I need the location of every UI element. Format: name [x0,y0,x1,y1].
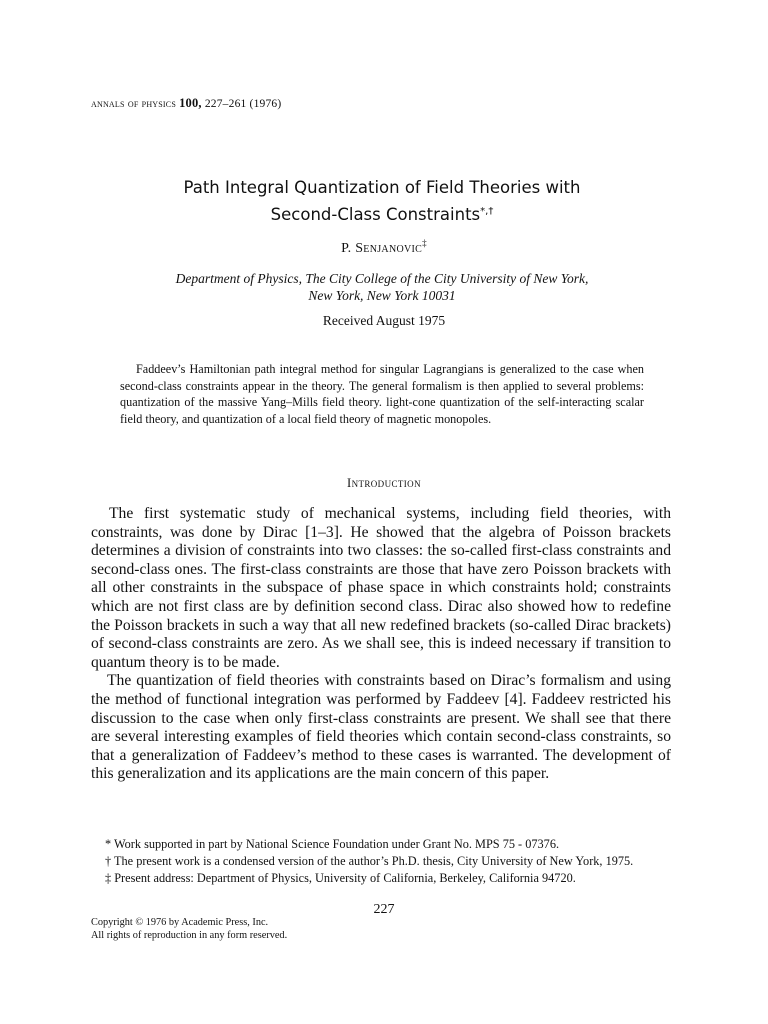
abstract: Faddeev’s Hamiltonian path integral method for singular Lagrangians is generalized to the case when second-class constraints appear in the theory. The general formalism is then applied to several problems: quantization of the massive Yang–Mills field theory. light-cone quantization of the self-interacting scalar field theory, and quantization of a local field theory of magnetic monopoles. [120,362,644,426]
affiliation-line-2: New York, New York 10031 [308,288,456,303]
author-name: P. Senjanovic [341,241,423,256]
body-paragraph-1: The first systematic study of mechanical systems, including field theories, with constraints, was done by Dirac [1–3]. He showed that the algebra of Poisson brackets determines a division of constraints into two classes: the so-called first-class constraints and second-class ones. The first-class constraints are those that have zero Poisson brackets with all other constraints in the subspace of phase space in which constraints hold; constraints which are not first class are by definition second class. Dirac also showed how to redefine the Poisson brackets in such a way that all new redefined brackets (so-called Dirac brackets) of second-class constraints are zero. As we shall see, this is indeed necessary if transition to quantum theory is to be made. [91,505,671,671]
footnote-3: ‡ Present address: Department of Physics, University of California, Berkeley, California 94720. [105,871,576,885]
journal-name: annals of physics [91,96,176,110]
footnote-1: * Work supported in part by National Science Foundation under Grant No. MPS 75 - 07376. [105,837,560,851]
article-title [90,176,674,227]
page-number: 227 [373,902,395,917]
affiliation-line-1: Department of Physics, The City College of the City University of New York, [175,271,589,286]
title-line-2-text: Second-Class Constraints [270,205,481,224]
affiliation [90,270,674,304]
journal-pages-year: 227–261 (1976) [204,98,282,110]
title-footnote-marks: *,† [480,206,494,217]
copyright-notice [91,916,287,942]
author-line [0,238,768,257]
journal-volume: 100, [179,96,202,110]
title-line-1: Path Integral Quantization of Field Theories with [183,178,581,197]
received-date: Received August 1975 [322,313,446,328]
footnote-2: † The present work is a condensed version of the author’s Ph.D. thesis, City University of New York, 1975. [105,854,634,868]
author-footnote-mark: ‡ [422,238,427,248]
title-line-2 [90,200,674,227]
body-text [91,505,671,784]
section-heading: Introduction [347,476,421,490]
copyright-line-2: All rights of reproduction in any form reserved. [91,930,288,941]
body-paragraph-2: The quantization of field theories with constraints based on Dirac’s formalism and using the method of functional integration was performed by Faddeev [4]. Faddeev restricted his discussion to the case when only first-class constraints are present. We shall see that there are several interesting examples of field theories which contain second-class constraints, so that a generalization of Faddeev’s method to these cases is warranted. The development of this generalization and its applications are the main concern of this paper. [91,672,671,783]
footnotes [91,836,673,887]
journal-citation [91,96,281,111]
copyright-line-1: Copyright © 1976 by Academic Press, Inc. [91,917,269,928]
